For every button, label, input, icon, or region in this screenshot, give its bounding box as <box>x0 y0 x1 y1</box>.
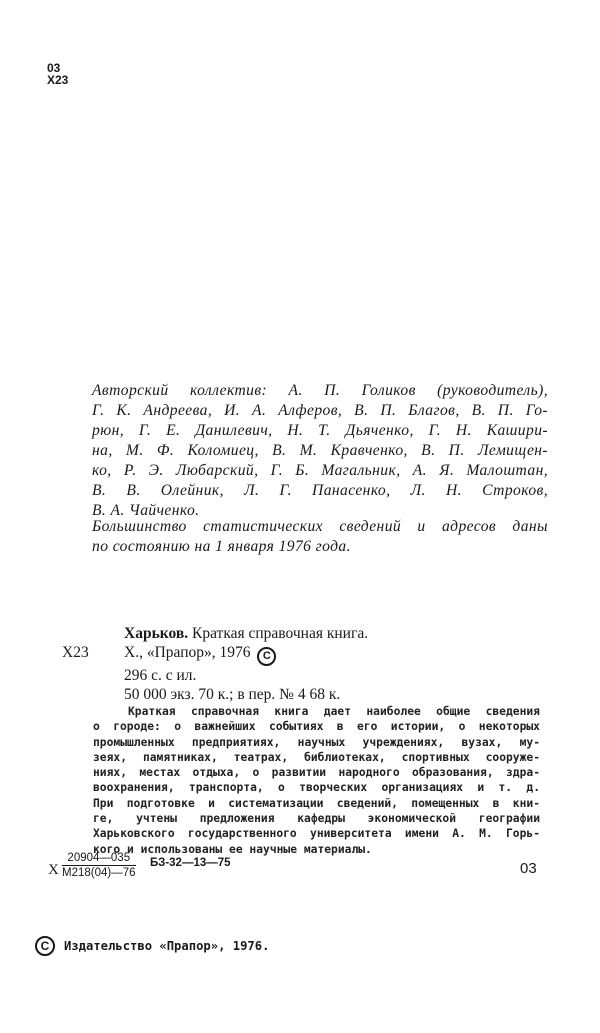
authors-line: ко, Р. Э. Любарский, Г. Б. Магальник, А. Я. Малоштан, <box>92 462 548 479</box>
annotation-line: ге, учтены предложения кафедры экономической географии <box>93 812 540 826</box>
catalog-pages: 296 с. с ил. <box>124 667 197 684</box>
bz-code: БЗ-32—13—75 <box>150 857 231 869</box>
annotation-line: Харьковского государственного университета имени А. М. Горь- <box>93 827 540 841</box>
top-classification-code <box>47 62 68 86</box>
note-line: по состоянию на 1 января 1976 года. <box>92 538 351 555</box>
catalog-print-run: 50 000 экз. 70 к.; в пер. № 4 68 к. <box>124 686 341 703</box>
authors-line: Авторский коллектив: А. П. Голиков (руководитель), <box>92 382 548 399</box>
classification-prefix: X <box>48 862 59 878</box>
authors-line: В. В. Олейник, Л. Г. Панасенко, Л. Н. Строков, <box>92 482 548 499</box>
annotation-line: промышленных предприятиях, научных учреждениях, вузах, му- <box>93 735 540 749</box>
classification-fraction <box>62 851 136 881</box>
authors-line: на, М. Ф. Коломиец, В. М. Кравченко, В. П. Лемищен- <box>92 442 548 459</box>
annotation-line: воохранения, транспорта, о творческих организациях и т. д. <box>93 781 540 795</box>
copyright-line <box>35 936 269 956</box>
catalog-imprint-line <box>124 643 368 666</box>
annotation-block <box>93 704 540 857</box>
classification-line-1: 03 <box>47 61 61 75</box>
note-line: Большинство статистических сведений и адресов даны <box>92 518 548 535</box>
catalog-card-code: X23 <box>62 644 89 661</box>
annotation-line: При подготовке и систематизации сведений, помещенных в кни- <box>93 796 540 810</box>
catalog-title-rest: Краткая справочная книга. <box>188 625 369 642</box>
authors-line: рюн, Г. Е. Данилевич, Н. Т. Дьяченко, Г. Н. Кашири- <box>92 422 548 439</box>
classification-line-2: X23 <box>47 73 69 87</box>
catalog-card <box>124 624 368 704</box>
authors-line: Г. К. Андреева, И. А. Алферов, В. П. Благов, В. П. Го- <box>92 402 548 419</box>
catalog-imprint: Х., «Прапор», 1976 <box>124 644 251 661</box>
authors-line: В. А. Чайченко. <box>92 502 200 519</box>
catalog-title-bold: Харьков. <box>124 625 189 642</box>
copyright-icon: C <box>257 647 276 666</box>
fraction-denominator: М218(04)—76 <box>62 867 136 879</box>
authors-block <box>92 381 548 521</box>
right-classification-code: 03 <box>520 860 537 877</box>
catalog-title-line <box>124 624 368 643</box>
fraction-numerator: 20904—035 <box>62 851 136 866</box>
copyright-icon: C <box>35 936 55 956</box>
annotation-line: кого и использованы ее научные материалы. <box>93 842 372 856</box>
statistics-note <box>92 517 548 557</box>
copyright-text: Издательство «Прапор», 1976. <box>64 939 270 953</box>
annotation-line: Краткая справочная книга дает наиболее общие сведения <box>128 705 540 718</box>
annotation-line: зеях, памятниках, театрах, библиотеках, спортивных сооруже- <box>93 750 540 764</box>
annotation-line: ниях, местах отдыха, о развитии народного образования, здра- <box>93 766 540 780</box>
annotation-line: о городе: о важнейших событиях в его истории, о некоторых <box>93 720 540 734</box>
